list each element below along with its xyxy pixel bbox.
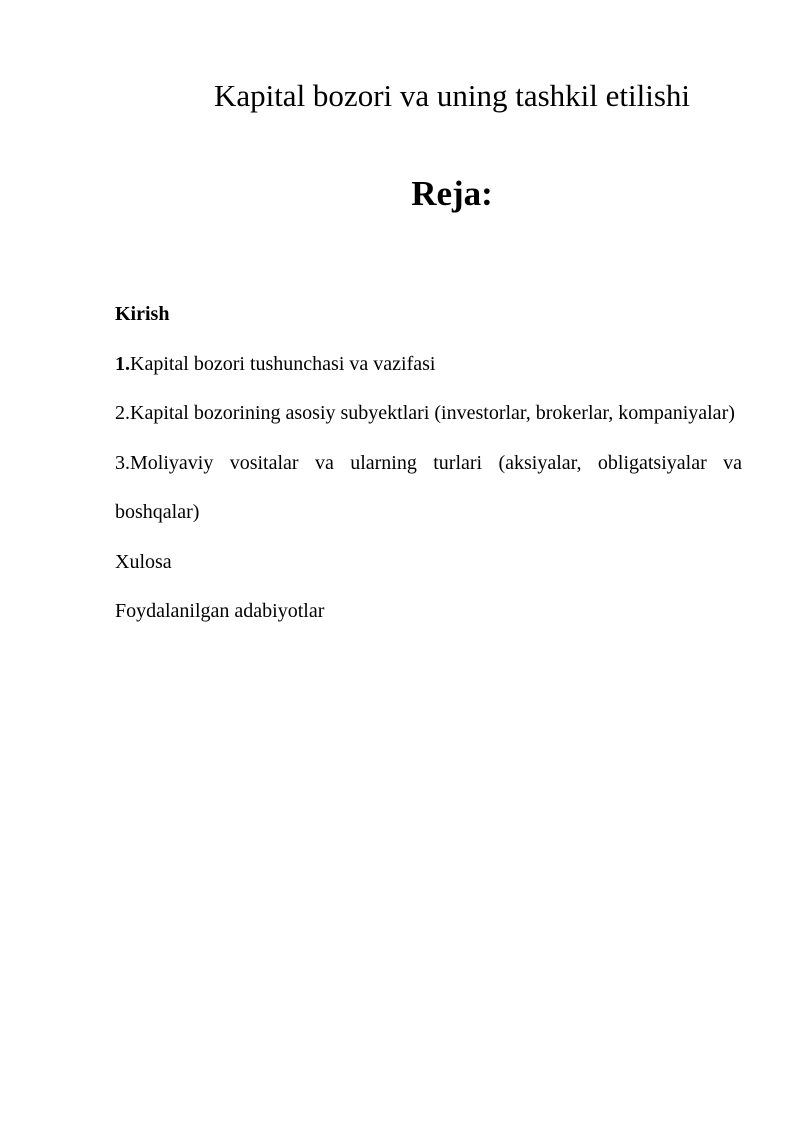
plan-item-references xyxy=(115,587,742,637)
plan-item-2 xyxy=(115,389,742,439)
plan-item-conclusion xyxy=(115,538,742,588)
document-title: Kapital bozori va uning tashkil etilishi xyxy=(213,78,691,113)
plan-item-intro xyxy=(115,290,742,340)
plan-item-text: Xulosa xyxy=(115,550,172,573)
plan-item-text: Kirish xyxy=(115,303,170,325)
plan-item-3 xyxy=(115,439,742,538)
plan-list xyxy=(115,290,742,637)
plan-item-text: 2.Kapital bozorining asosiy subyektlari (investorlar, brokerlar, kompaniyalar) xyxy=(115,402,735,424)
plan-heading: Reja: xyxy=(411,174,493,213)
plan-item-text: 3.Moliyaviy vositalar va ularning turlari (aksiyalar, obligatsiyalar va boshqalar) xyxy=(115,451,742,523)
plan-item-text: Kapital bozori tushunchasi va vazifasi xyxy=(130,352,436,375)
plan-item-text: Foydalanilgan adabiyotlar xyxy=(115,600,325,622)
plan-item-number: 1. xyxy=(115,352,130,375)
plan-item-1 xyxy=(115,340,742,390)
